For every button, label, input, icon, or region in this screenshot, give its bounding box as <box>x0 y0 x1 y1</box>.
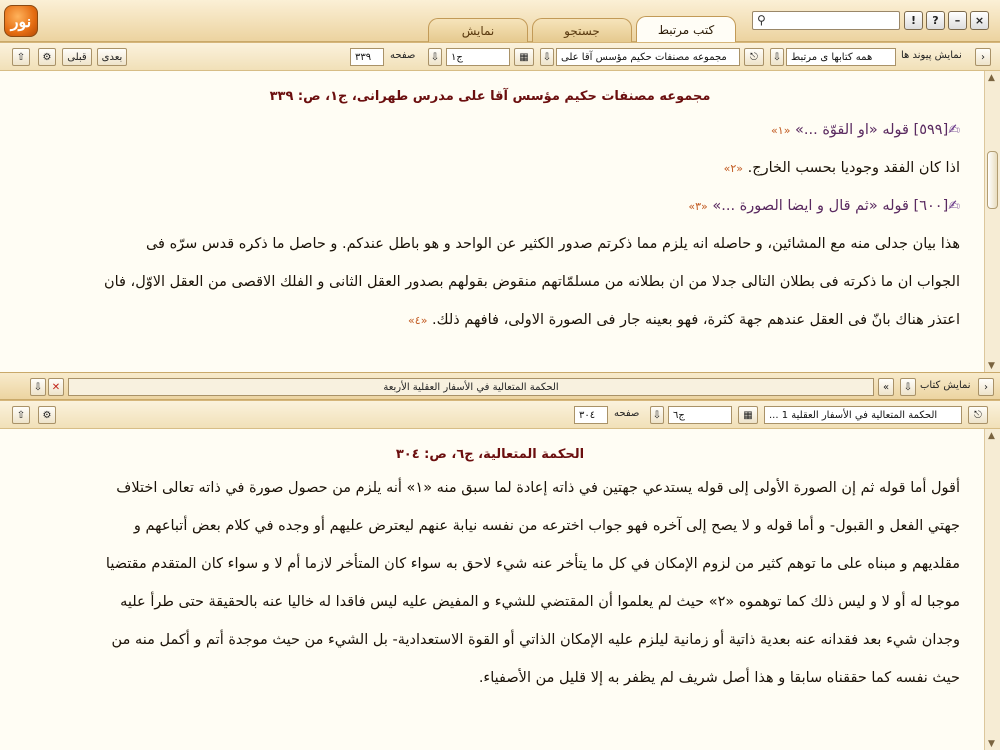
show-book-label: نمایش کتاب <box>920 380 971 391</box>
chevron-down-icon[interactable]: ⇩ <box>428 48 442 66</box>
scroll-down-icon[interactable]: ▼ <box>988 361 995 371</box>
chevron-right-icon[interactable]: › <box>978 378 994 396</box>
text-line: ✍[٥٩٩] قوله «او القوّة ...» «١» <box>771 122 960 138</box>
books-icon[interactable]: ▦ <box>514 48 534 66</box>
footnote-ref[interactable]: «١» <box>771 124 791 137</box>
vertical-scrollbar[interactable] <box>984 429 1000 750</box>
scroll-thumb[interactable] <box>987 151 998 209</box>
link-icon[interactable]: ⎋ <box>968 406 988 424</box>
search-icon[interactable]: ⚲ <box>757 13 766 27</box>
chevron-right-icon[interactable]: › <box>975 48 991 66</box>
text-line: جهتي الفعل و القبول- و أما قوله و لا يصح إلى آخره فهو جواب اخترعه من نفسه نيابة عنهم ليعترض عليهم أو وجده في كلام بعض أتباعهم و <box>133 518 960 534</box>
volume-select[interactable]: ج٦ <box>668 406 732 424</box>
minimize-button[interactable]: – <box>948 11 967 30</box>
info-button[interactable]: ! <box>904 11 923 30</box>
page-label: صفحه <box>390 50 416 61</box>
tab-search[interactable]: جستجو <box>532 18 632 42</box>
text-line: اذا كان الفقد وجوديا بحسب الخارج. «٢» <box>723 160 960 176</box>
book-select[interactable]: مجموعه مصنفات حکیم مؤسس آقا علی <box>556 48 740 66</box>
book-select[interactable]: الحكمة المتعالية في الأسفار العقلية 1 ... <box>764 406 962 424</box>
chevron-down-icon[interactable]: ⇩ <box>540 48 554 66</box>
up-arrow-icon[interactable]: ⇧ <box>12 406 30 424</box>
page-number-field[interactable]: ٣٠٤ <box>574 406 608 424</box>
note-icon[interactable]: ✍ <box>948 198 960 214</box>
text-line: ✍[٦٠٠] قوله «ثم قال و ايضا الصورة ...» «٣» <box>688 198 960 214</box>
help-button[interactable]: ? <box>926 11 945 30</box>
scroll-down-icon[interactable]: ▼ <box>988 739 995 749</box>
chevron-down-icon[interactable]: ⇩ <box>900 378 916 396</box>
top-toolbar <box>0 43 1000 71</box>
tab-strip <box>428 16 736 42</box>
related-books-select[interactable]: همه کتابها ی مرتبط <box>786 48 896 66</box>
chevron-down-icon[interactable]: ⇩ <box>770 48 784 66</box>
text-line: مقلديهم و مبناه على ما توهم كثير من لزوم الإمكان في كل ما يتأخر عنه شيء لاحق به سواء كان المتأخر لازما أم لا و سواء كان المتقدم مقتضيا <box>105 556 960 572</box>
chevron-down-icon[interactable]: ⇩ <box>30 378 46 396</box>
next-button[interactable]: بعدی <box>97 48 127 66</box>
text-line: موجبا له أو لا و ليس ذلك كما توهموه «٢» حيث لم يعلموا أن المقتضي للشيء و المفيض عليه ليس فاقدا له خاليا عنه بالحقيقة حتى طرأ عليه <box>120 594 960 610</box>
tab-display[interactable]: نمایش <box>428 18 528 42</box>
top-reader-panel <box>0 42 1000 372</box>
search-input[interactable] <box>773 13 897 28</box>
wrench-icon[interactable]: ⚙ <box>38 48 56 66</box>
close-button[interactable]: × <box>970 11 989 30</box>
text-line: الجواب ان ما ذكرته فى بطلان التالى جدلا من ان بطلانه من مسلمّاتهم منقوض بقولهم بصدور العقل الثانى و الفلك الاقصى من العقل الاوّل، فان <box>103 274 960 290</box>
scroll-up-icon[interactable]: ▲ <box>988 73 995 83</box>
bottom-reader-panel <box>0 400 1000 750</box>
bottom-content <box>0 429 980 697</box>
text-line: اعتذر هناك بانّ فى العقل عندهم جهة كثرة، فهو بعينه جار فى الصورة الاولى، فافهم ذلك. «٤» <box>408 312 960 328</box>
book-bar <box>0 372 1000 400</box>
title-bar <box>0 0 1000 42</box>
note-icon[interactable]: ✍ <box>948 122 960 138</box>
page-title: مجموعه مصنفات حکیم مؤسس آقا علی مدرس طهرانی، ج١، ص: ٣٣٩ <box>269 89 711 104</box>
text-line: وجدان شيء بعد فقدانه عنه بعدية ذاتية أو زمانية ليلزم عليه الإمكان الذاتي أو القوة الاستعدادية- بل الشيء من حيث موجدة أتم و أكمل منه من <box>111 632 960 648</box>
app-logo[interactable]: نور <box>4 5 38 37</box>
close-icon[interactable]: ✕ <box>48 378 64 396</box>
prev-button[interactable]: قبلی <box>62 48 92 66</box>
bottom-toolbar <box>0 401 1000 429</box>
text-line: حيث نفسه كما حققناه سابقا و هذا أصل شريف لم يظفر به إلا قليل من الأصفياء. <box>478 670 960 686</box>
book-title-field[interactable]: الحكمة المتعالية في الأسفار العقلية الأربعة <box>68 378 874 396</box>
link-icon[interactable]: ⎋ <box>744 48 764 66</box>
footnote-ref[interactable]: «٣» <box>688 200 708 213</box>
books-icon[interactable]: ▦ <box>738 406 758 424</box>
text-line: أقول أما قوله ثم إن الصورة الأولى إلى قوله يستدعي جهتين في ذاته إعادة لما سبق منه «١» أنه يلزم من حصول صورة في ذاته تعالى اختلاف <box>116 480 960 496</box>
chevron-down-icon[interactable]: ⇩ <box>650 406 664 424</box>
page-number-field[interactable]: ٣٣٩ <box>350 48 384 66</box>
wrench-icon[interactable]: ⚙ <box>38 406 56 424</box>
show-links-label: نمایش پیوند ها <box>901 50 962 61</box>
footnote-ref[interactable]: «٢» <box>723 162 743 175</box>
text-line: هذا بيان جدلى منه مع المشائين، و حاصله انه يلزم مما ذكرتم صدور الكثير عن الواحد و هو باطل عندكم. و حاصل ما ذكره قدس سرّه فى <box>145 236 960 252</box>
search-box <box>752 11 900 30</box>
top-content <box>0 71 980 339</box>
page-label: صفحه <box>614 408 640 419</box>
scroll-up-icon[interactable]: ▲ <box>988 431 995 441</box>
double-chevron-left-icon[interactable]: « <box>878 378 894 396</box>
volume-select[interactable]: ج١ <box>446 48 510 66</box>
footnote-ref[interactable]: «٤» <box>408 314 428 327</box>
page-title: الحكمة المتعالية، ج٦، ص: ٣٠٤ <box>395 447 585 462</box>
tab-related-books[interactable]: کتب مرتبط <box>636 16 736 42</box>
up-arrow-icon[interactable]: ⇧ <box>12 48 30 66</box>
vertical-scrollbar[interactable] <box>984 71 1000 373</box>
